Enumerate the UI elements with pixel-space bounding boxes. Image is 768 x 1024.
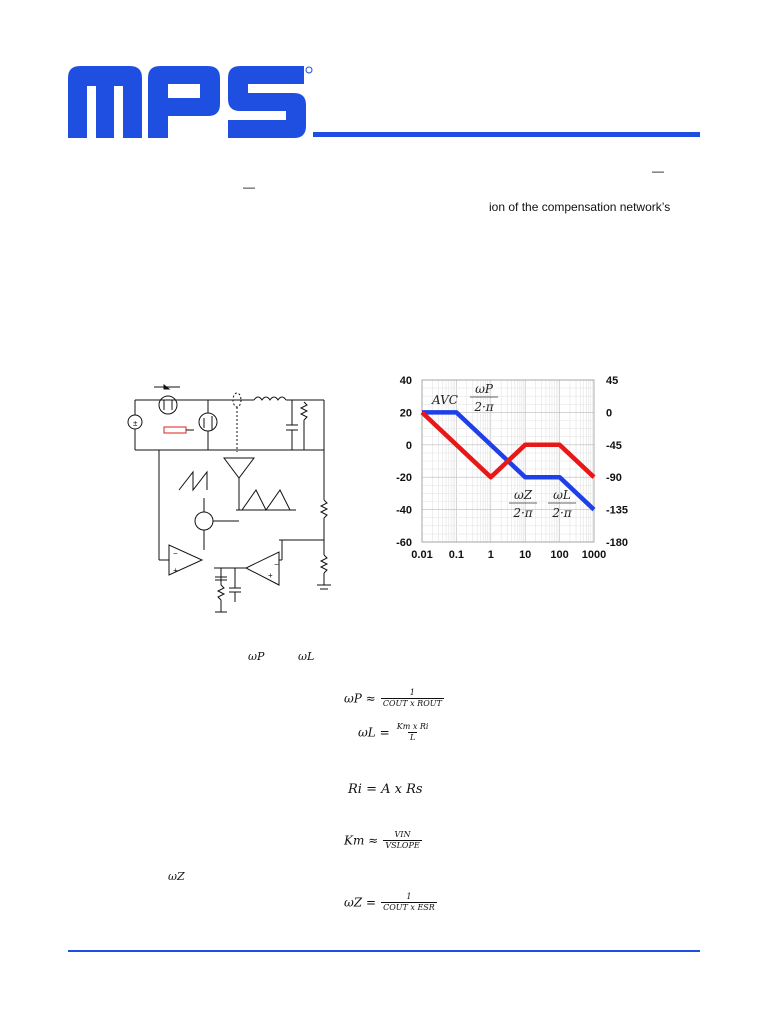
equation-omega-l-num: Km x Ri xyxy=(396,722,429,731)
equation-omega-p-den: COUT x ROUT xyxy=(382,699,442,708)
y-left-tick-label: 20 xyxy=(399,407,412,420)
bode-plot xyxy=(384,368,629,568)
svg-text:−: − xyxy=(173,549,178,558)
x-tick-label: 0.1 xyxy=(448,549,465,561)
equation-ri: Ri = A x Rs xyxy=(348,782,423,797)
x-tick-label: 1 xyxy=(487,549,494,561)
equation-km-den: VSLOPE xyxy=(385,841,420,850)
body-text-line: ion of the compensation network’s xyxy=(489,200,671,214)
text-dash-1: — xyxy=(652,164,664,178)
svg-text:+: + xyxy=(268,571,273,580)
equation-omega-z-den: COUT x ESR xyxy=(383,903,435,912)
header-rule xyxy=(313,132,700,137)
annotation-omega-z xyxy=(509,488,537,520)
annotation-avc: AVC xyxy=(432,393,458,407)
svg-text:±: ± xyxy=(133,419,138,428)
equation-km-lhs: Km ≈ xyxy=(344,833,379,848)
mps-logo xyxy=(68,66,313,138)
equation-omega-l-lhs: ωL = xyxy=(358,725,390,740)
y-right-tick-label: -180 xyxy=(606,537,629,549)
text-dash-2: — xyxy=(243,180,255,194)
y-right-tick-label: -135 xyxy=(606,504,629,517)
equation-omega-p xyxy=(344,688,444,709)
svg-text:+: + xyxy=(173,566,178,575)
equation-omega-l-den: L xyxy=(409,733,416,742)
y-left-tick-label: 0 xyxy=(405,439,412,452)
equation-omega-z xyxy=(344,892,437,913)
y-left-tick-label: 40 xyxy=(399,375,412,387)
y-right-tick-label: 45 xyxy=(606,375,619,387)
equation-omega-p-num: 1 xyxy=(409,688,415,697)
x-tick-label: 0.01 xyxy=(411,549,433,561)
y-right-tick-label: -45 xyxy=(606,439,622,452)
svg-text:2·π: 2·π xyxy=(474,400,494,414)
inline-omega-l: ωL xyxy=(298,650,315,663)
equation-km-num: VIN xyxy=(394,830,411,839)
annotation-omega-p xyxy=(470,382,498,414)
y-left-tick-label: -20 xyxy=(396,472,412,485)
svg-text:−: − xyxy=(274,560,279,569)
x-tick-label: 1000 xyxy=(581,549,607,561)
circuit-schematic xyxy=(124,380,340,625)
y-left-tick-label: -40 xyxy=(396,504,412,517)
x-tick-label: 100 xyxy=(550,549,569,561)
svg-text:2·π: 2·π xyxy=(513,506,533,520)
svg-text:ωL: ωL xyxy=(553,488,571,502)
y-left-tick-label: -60 xyxy=(396,537,412,549)
equation-omega-l xyxy=(358,722,430,743)
inline-omega-p: ωP xyxy=(248,650,265,663)
y-right-tick-label: 0 xyxy=(606,407,613,420)
equation-km xyxy=(344,830,422,851)
svg-text:ωP: ωP xyxy=(475,382,493,396)
inline-omega-z: ωZ xyxy=(168,870,185,883)
y-right-tick-label: -90 xyxy=(606,472,622,485)
x-tick-label: 10 xyxy=(519,549,532,561)
equation-omega-z-lhs: ωZ = xyxy=(344,895,376,910)
footer-rule xyxy=(68,950,700,952)
svg-text:ωZ: ωZ xyxy=(513,488,533,502)
svg-text:2·π: 2·π xyxy=(552,506,572,520)
equation-omega-p-lhs: ωP ≈ xyxy=(344,691,376,706)
equation-omega-z-num: 1 xyxy=(406,892,412,901)
